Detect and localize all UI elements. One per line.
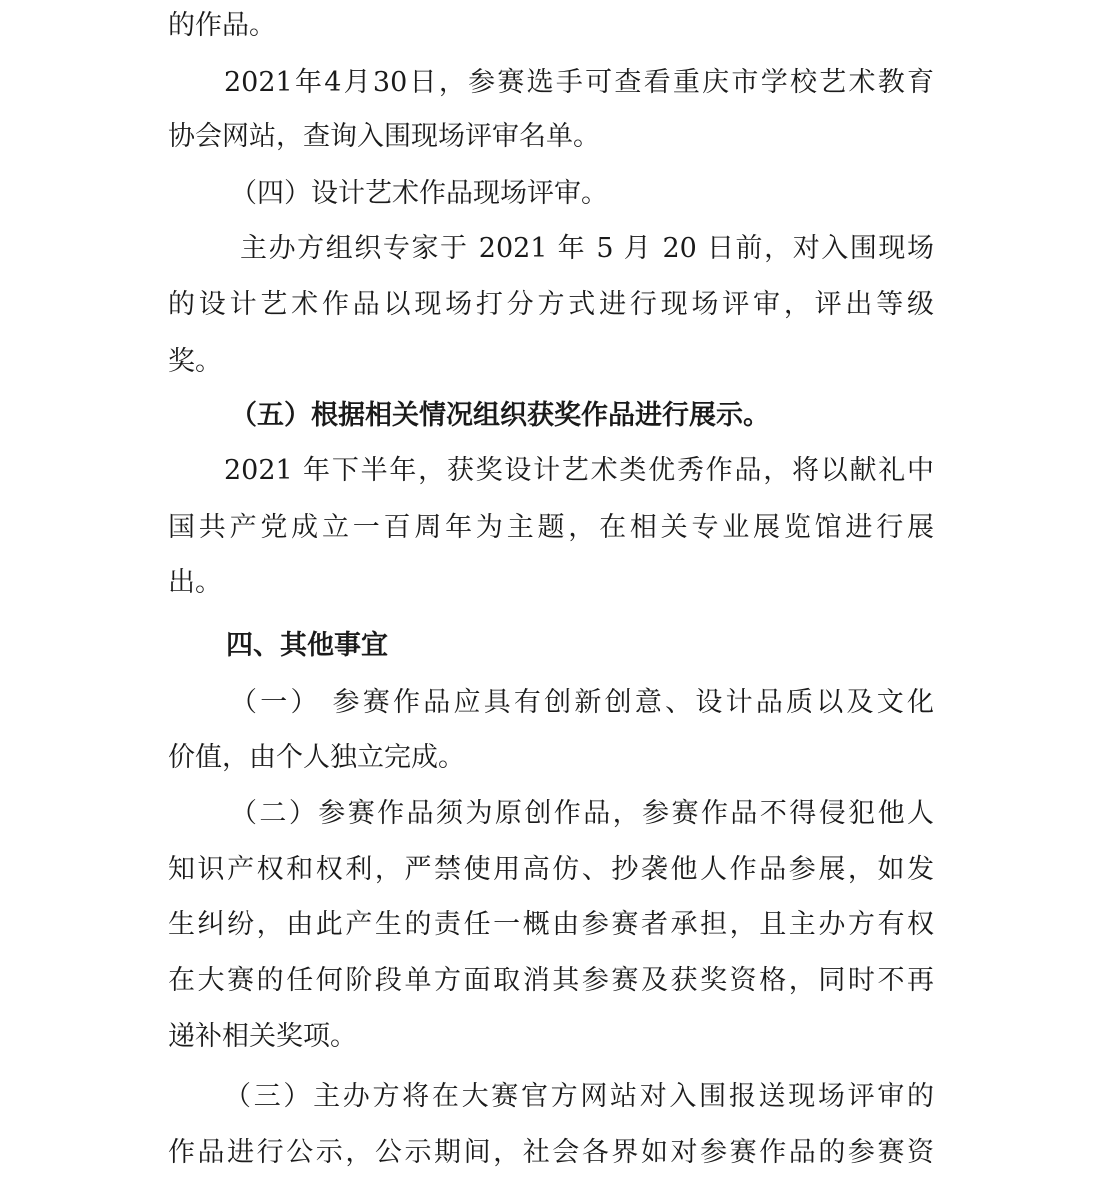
text-line: 的作品。 [168, 10, 276, 41]
text-line: 主办方组织专家于 2021 年 5 月 20 日前，对入围现场 [240, 233, 934, 264]
text-line: 作品进行公示，公示期间，社会各界如对参赛作品的参赛资 [168, 1137, 934, 1168]
text-line: （一） 参赛作品应具有创新创意、设计品质以及文化 [230, 687, 934, 718]
text-line: 协会网站，查询入围现场评审名单。 [168, 121, 600, 152]
text-line: 价值，由个人独立完成。 [168, 742, 465, 773]
text-line: 的设计艺术作品以现场打分方式进行现场评审，评出等级 [168, 289, 934, 320]
text-line: 生纠纷，由此产生的责任一概由参赛者承担，且主办方有权 [168, 909, 934, 940]
text-line: 知识产权和权利，严禁使用高仿、抄袭他人作品参展，如发 [168, 854, 934, 885]
text-line: 四、其他事宜 [226, 630, 388, 661]
text-line: （五）根据相关情况组织获奖作品进行展示。 [230, 400, 770, 431]
text-line: 2021 年下半年，获奖设计艺术类优秀作品，将以献礼中 [224, 455, 934, 486]
text-line: （四）设计艺术作品现场评审。 [230, 178, 608, 209]
text-line: （二）参赛作品须为原创作品，参赛作品不得侵犯他人 [230, 798, 934, 829]
text-line: 2021年4月30日，参赛选手可查看重庆市学校艺术教育 [224, 67, 934, 98]
text-line: 奖。 [168, 346, 222, 377]
text-line: （三）主办方将在大赛官方网站对入围报送现场评审的 [224, 1081, 934, 1112]
text-line: 递补相关奖项。 [168, 1021, 357, 1052]
text-line: 出。 [168, 567, 222, 598]
text-line: 国共产党成立一百周年为主题，在相关专业展览馆进行展 [168, 512, 934, 543]
text-line: 在大赛的任何阶段单方面取消其参赛及获奖资格，同时不再 [168, 965, 934, 996]
